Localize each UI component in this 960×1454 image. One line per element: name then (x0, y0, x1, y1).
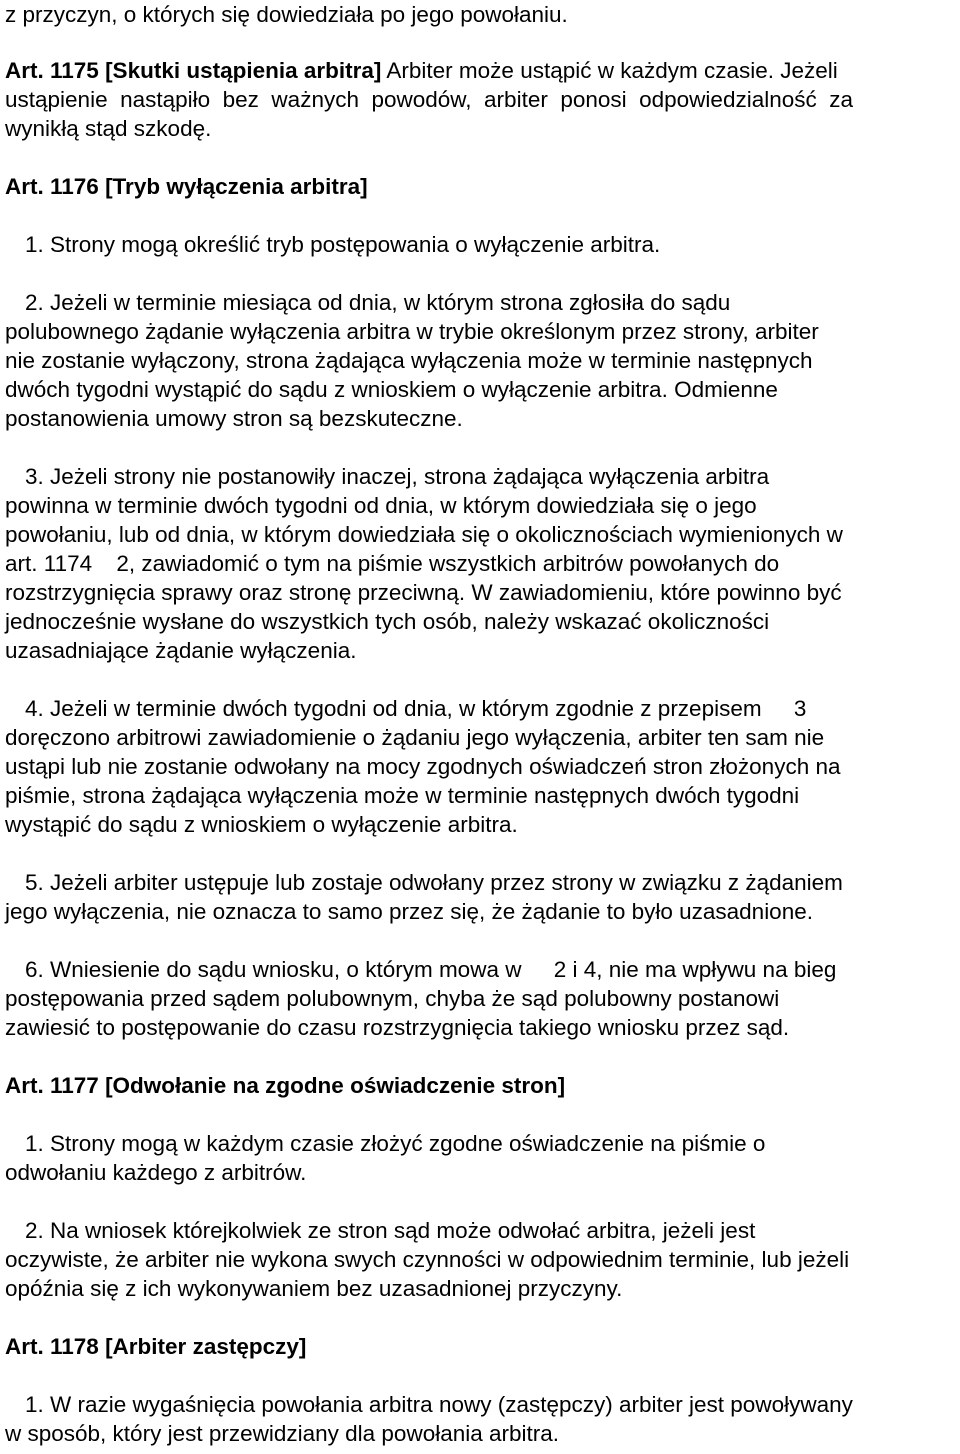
art-1175-line-1 (5, 56, 955, 85)
art-1176-par-2-line-1 (5, 288, 955, 317)
art-1176-par-6-line-1 (5, 955, 955, 984)
art-1176-par-3-line-6: jednocześnie wysłane do wszystkich tych osób, należy wskazać okoliczności (5, 609, 770, 634)
art-1176-par-3-line-7: uzasadniające żądanie wyłączenia. (5, 638, 357, 663)
paragraph-text: 3. Jeżeli strony nie postanowiły inaczej, strona żądająca wyłączenia arbitra (25, 464, 770, 489)
art-1177-par-2-line-2: oczywiste, że arbiter nie wykona swych czynności w odpowiednim terminie, lub jeżeli (5, 1247, 850, 1272)
paragraph-text: 6. Wniesienie do sądu wniosku, o którym mowa w (25, 957, 522, 982)
art-1177-par-1-line-2: odwołaniu każdego z arbitrów. (5, 1160, 307, 1185)
art-1176-par-3-line-2: powinna w terminie dwóch tygodni od dnia, w którym dowiedziała się o jego (5, 493, 757, 518)
paragraph-text: 3 (787, 696, 807, 721)
art-1177-par-2-line-3: opóźnia się z ich wykonywaniem bez uzasadnionej przyczyny. (5, 1276, 623, 1301)
art-1176-par-1 (5, 230, 955, 259)
paragraph-text: 2, zawiadomić o tym na piśmie wszystkich arbitrów powołanych do (110, 551, 780, 576)
art-1176-par-5-line-1 (5, 868, 955, 897)
paragraph-text: 1. W razie wygaśnięcia powołania arbitra nowy (zastępczy) arbiter jest powoływany (25, 1392, 853, 1417)
art-1176-par-4-line-1 (5, 694, 955, 723)
paragraph-text: 2 i 4, nie ma wpływu na bieg (547, 957, 837, 982)
art-1175-text: Arbiter może ustąpić w każdym czasie. Jeżeli (381, 58, 838, 83)
paragraph-text: 2. Jeżeli w terminie miesiąca od dnia, w którym strona zgłosiła do sądu (25, 290, 731, 315)
art-1176-par-4-line-5: wystąpić do sądu z wnioskiem o wyłączenie arbitra. (5, 812, 518, 837)
art-1176-par-4-line-2: doręczono arbitrowi zawiadomienie o żądaniu jego wyłączenia, arbiter ten sam nie (5, 725, 825, 750)
art-1177-par-2-line-1 (5, 1216, 955, 1245)
paragraph-text: 5. Jeżeli arbiter ustępuje lub zostaje odwołany przez strony w związku z żądaniem (25, 870, 843, 895)
art-1176-par-4-line-3: ustąpi lub nie zostanie odwołany na mocy zgodnych oświadczeń stron złożonych na (5, 754, 841, 779)
art-1175-heading: Art. 1175 [Skutki ustąpienia arbitra] (5, 58, 382, 83)
art-1177-par-1-line-1 (5, 1129, 955, 1158)
art-1176-par-3-line-1 (5, 462, 955, 491)
art-1176-par-2-line-4: dwóch tygodni wystąpić do sądu z wnioskiem o wyłączenie arbitra. Odmienne (5, 377, 778, 402)
art-1176-par-2-line-2: polubownego żądanie wyłączenia arbitra w trybie określonym przez strony, arbiter (5, 319, 819, 344)
text-fragment: z przyczyn, o których się dowiedziała po jego powołaniu. (5, 2, 568, 27)
art-1176-par-4-line-4: piśmie, strona żądająca wyłączenia może w terminie następnych dwóch tygodni (5, 783, 800, 808)
art-1176-par-3-line-3: powołaniu, lub od dnia, w którym dowiedziała się o okolicznościach wymienionych w (5, 522, 843, 547)
art-1176-par-5-line-2: jego wyłączenia, nie oznacza to samo przez się, że żądanie to było uzasadnione. (5, 899, 813, 924)
art-1177-heading: Art. 1177 [Odwołanie na zgodne oświadczenie stron] (5, 1073, 566, 1098)
art-1178-par-1-line-2: w sposób, który jest przewidziany dla powołania arbitra. (5, 1421, 560, 1446)
art-1176-heading: Art. 1176 [Tryb wyłączenia arbitra] (5, 174, 368, 199)
art-1176-par-2-line-3: nie zostanie wyłączony, strona żądająca wyłączenia może w terminie następnych (5, 348, 813, 373)
paragraph-text: art. 1174 (5, 551, 93, 576)
art-1176-par-6-line-2: postępowania przed sądem polubownym, chyba że sąd polubowny postanowi (5, 986, 780, 1011)
art-1176-par-3-line-5: rozstrzygnięcia sprawy oraz stronę przeciwną. W zawiadomieniu, które powinno być (5, 580, 842, 605)
art-1175-line-2: ustąpienie nastąpiło bez ważnych powodów, arbiter ponosi odpowiedzialność za (5, 87, 854, 112)
paragraph-text: 4. Jeżeli w terminie dwóch tygodni od dnia, w którym zgodnie z przepisem (25, 696, 762, 721)
art-1175-line-3: wynikłą stąd szkodę. (5, 116, 212, 141)
art-1176-par-2-line-5: postanowienia umowy stron są bezskuteczne. (5, 406, 463, 431)
art-1178-par-1-line-1 (5, 1390, 955, 1419)
art-1178-heading: Art. 1178 [Arbiter zastępczy] (5, 1334, 307, 1359)
paragraph-text: 2. Na wniosek którejkolwiek ze stron sąd może odwołać arbitra, jeżeli jest (25, 1218, 756, 1243)
art-1176-par-1-text: 1. Strony mogą określić tryb postępowania o wyłączenie arbitra. (25, 232, 661, 257)
paragraph-text: 1. Strony mogą w każdym czasie złożyć zgodne oświadczenie na piśmie o (25, 1131, 766, 1156)
art-1176-par-6-line-3: zawiesić to postępowanie do czasu rozstrzygnięcia takiego wniosku przez sąd. (5, 1015, 790, 1040)
art-1176-par-3-line-4 (5, 549, 955, 578)
